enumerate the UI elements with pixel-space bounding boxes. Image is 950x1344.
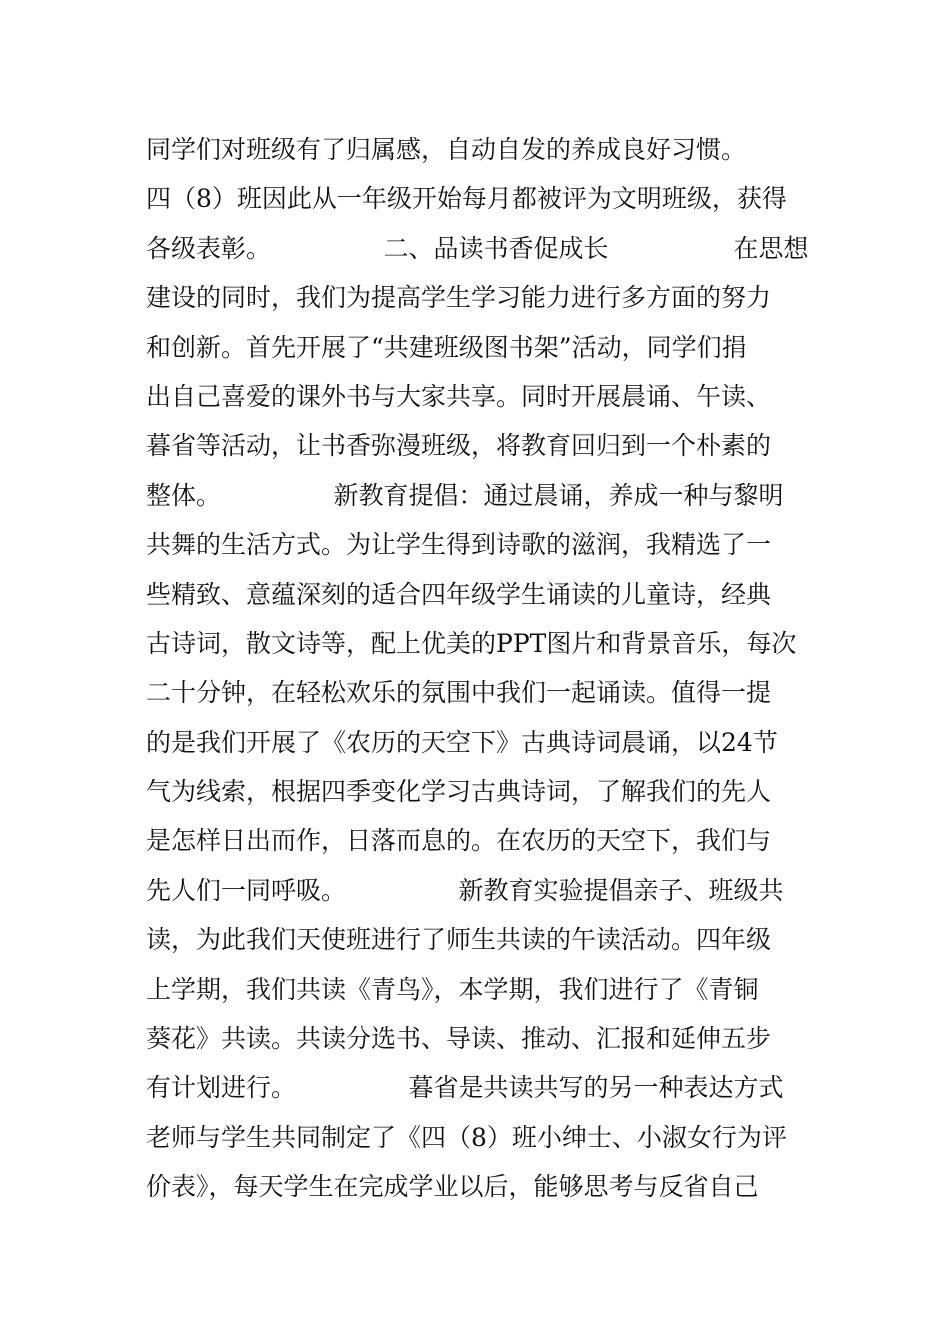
text-line: 先人们一同呼吸。 新教育实验提倡亲子、班级共 (146, 875, 784, 905)
text-line: 建设的同时，我们为提高学生学习能力进行多方面的努力 (146, 283, 772, 313)
text-line: 读，为此我们天使班进行了师生共读的午读活动。四年级 (146, 925, 772, 955)
text-line: 出自己喜爱的课外书与大家共享。同时开展晨诵、午读、 (146, 381, 772, 411)
text-line: 古诗词，散文诗等，配上优美的PPT图片和背景音乐，每次 (146, 628, 797, 658)
text-line: 葵花》共读。共读分选书、导读、推动、汇报和延伸五步 (146, 1024, 772, 1054)
text-line: 有计划进行。 暮省是共读共写的另一种表达方式 (146, 1073, 784, 1103)
text-line: 整体。 新教育提倡：通过晨诵，养成一种与黎明 (146, 480, 784, 510)
text-line: 暮省等活动，让书香弥漫班级，将教育回归到一个朴素的 (146, 431, 772, 461)
text-line: 各级表彰。 二、品读书香促成长 在思想 (146, 233, 809, 263)
text-line: 气为线索，根据四季变化学习古典诗词，了解我们的先人 (146, 777, 772, 807)
text-line: 二十分钟，在轻松欢乐的氛围中我们一起诵读。值得一提 (146, 678, 772, 708)
text-line: 和创新。首先开展了“共建班级图书架”活动，同学们捐 (146, 332, 747, 362)
text-line: 价表》，每天学生在完成学业以后，能够思考与反省自己 (146, 1172, 759, 1202)
text-line: 的是我们开展了《农历的天空下》古典诗词晨诵，以24节 (146, 727, 778, 757)
text-line: 上学期，我们共读《青鸟》，本学期，我们进行了《青铜 (146, 974, 759, 1004)
text-line: 共舞的生活方式。为让学生得到诗歌的滋润，我精选了一 (146, 530, 772, 560)
text-line: 四（8）班因此从一年级开始每月都被评为文明班级，获得 (146, 184, 787, 214)
text-line: 老师与学生共同制定了《四（8）班小绅士、小淑女行为评 (146, 1122, 787, 1152)
body-text (146, 125, 826, 1212)
text-line: 同学们对班级有了归属感，自动自发的养成良好习惯。 (146, 135, 747, 164)
text-line: 些精致、意蕴深刻的适合四年级学生诵读的儿童诗，经典 (146, 579, 772, 609)
text-line: 是怎样日出而作，日落而息的。在农历的天空下，我们与 (146, 826, 772, 856)
